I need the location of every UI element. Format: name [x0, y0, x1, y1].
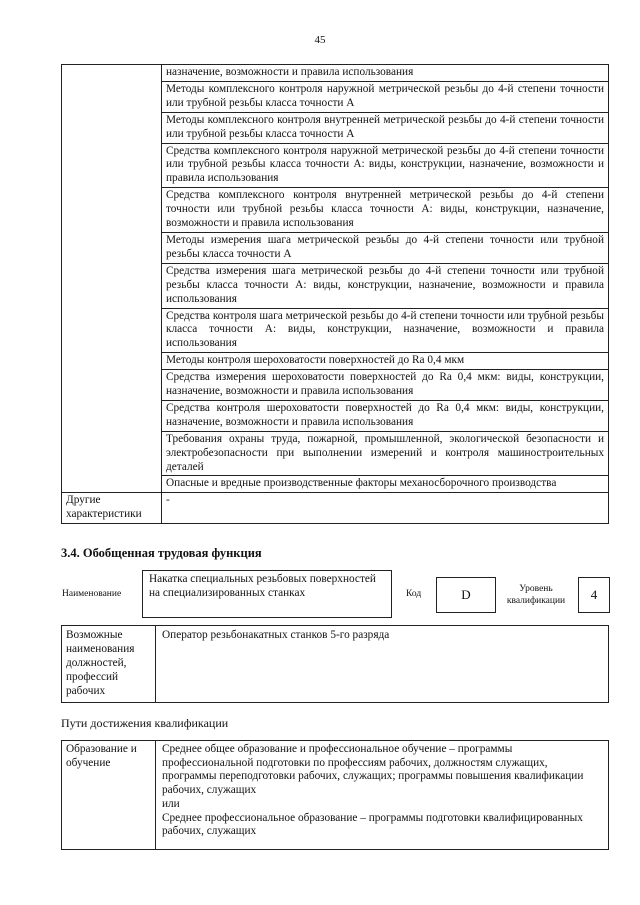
possible-positions-label: Возможные наименования должностей, профессий рабочих	[62, 626, 156, 703]
other-characteristics-value: -	[162, 493, 609, 524]
table-row	[62, 493, 609, 524]
education-line: или	[162, 797, 180, 810]
knowledge-item: назначение, возможности и правила использования	[162, 65, 609, 82]
table-row	[62, 65, 609, 82]
knowledge-item: Методы контроля шероховатости поверхностей до Ra 0,4 мкм	[162, 353, 609, 370]
qualification-level-box: 4	[578, 577, 610, 613]
education-line: Среднее общее образование и профессиональное обучение – программы профессиональной подготовки по профессиям рабочих, должностям служащих, программы переподготовки рабочих, служащих; программы повышения квалификации рабочих, служащих	[162, 743, 584, 797]
possible-positions-table	[61, 625, 609, 703]
function-name-box: Накатка специальных резьбовых поверхностей на специализированных станках	[142, 570, 392, 618]
table-row	[62, 741, 609, 850]
knowledge-item: Средства измерения шероховатости поверхностей до Ra 0,4 мкм: виды, конструкции, назначение, возможности и правила использования	[162, 370, 609, 401]
knowledge-item: Средства измерения шага метрической резьбы до 4-й степени точности или трубной резьбы класса точности А: виды, конструкции, назначение, возможности и правила использования	[162, 263, 609, 308]
knowledge-item: Опасные и вредные производственные факторы механосборочного производства	[162, 476, 609, 493]
knowledge-item: Методы комплексного контроля наружной метрической резьбы до 4-й степени точности или трубной резьбы класса точности А	[162, 81, 609, 112]
name-label: Наименование	[62, 589, 122, 599]
required-knowledge-table	[61, 64, 609, 524]
code-value-box: D	[436, 577, 496, 613]
education-table	[61, 740, 609, 850]
education-value	[156, 741, 609, 850]
other-characteristics-label: Другие характеристики	[62, 493, 162, 524]
code-label: Код	[406, 589, 422, 599]
knowledge-item: Методы комплексного контроля внутренней метрической резьбы до 4-й степени точности или трубной резьбы класса точности А	[162, 112, 609, 143]
knowledge-item: Средства контроля шага метрической резьбы до 4-й степени точности или трубной резьбы класса точности А: виды, конструкции, назначение, возможности и правила использования	[162, 308, 609, 353]
qualification-level-label: Уровень квалификации	[506, 584, 566, 606]
knowledge-label-cell	[62, 65, 162, 493]
knowledge-item: Средства комплексного контроля внутренней метрической резьбы до 4-й степени точности или трубной резьбы класса точности А: виды, конструкции, назначение, возможности и правила использования	[162, 188, 609, 233]
page-number: 45	[314, 34, 326, 46]
education-label: Образование и обучение	[62, 741, 156, 850]
knowledge-item: Средства контроля шероховатости поверхностей до Ra 0,4 мкм: виды, конструкции, назначение, возможности и правила использования	[162, 400, 609, 431]
knowledge-item: Методы измерения шага метрической резьбы до 4-й степени точности или трубной резьбы класса точности А	[162, 232, 609, 263]
knowledge-item: Средства комплексного контроля наружной метрической резьбы до 4-й степени точности или трубной резьбы класса точности А: виды, конструкции, назначение, возможности и правила использования	[162, 143, 609, 188]
possible-positions-value: Оператор резьбонакатных станков 5-го разряда	[156, 626, 609, 703]
table-row	[62, 626, 609, 703]
knowledge-item: Требования охраны труда, пожарной, промышленной, экологической безопасности и электробезопасности при выполнении измерений и контроля машиностроительных деталей	[162, 431, 609, 476]
education-line: Среднее профессиональное образование – программы подготовки квалифицированных рабочих, служащих	[162, 811, 583, 838]
qualification-paths-heading: Пути достижения квалификации	[61, 716, 229, 730]
section-heading: 3.4. Обобщенная трудовая функция	[61, 546, 262, 560]
